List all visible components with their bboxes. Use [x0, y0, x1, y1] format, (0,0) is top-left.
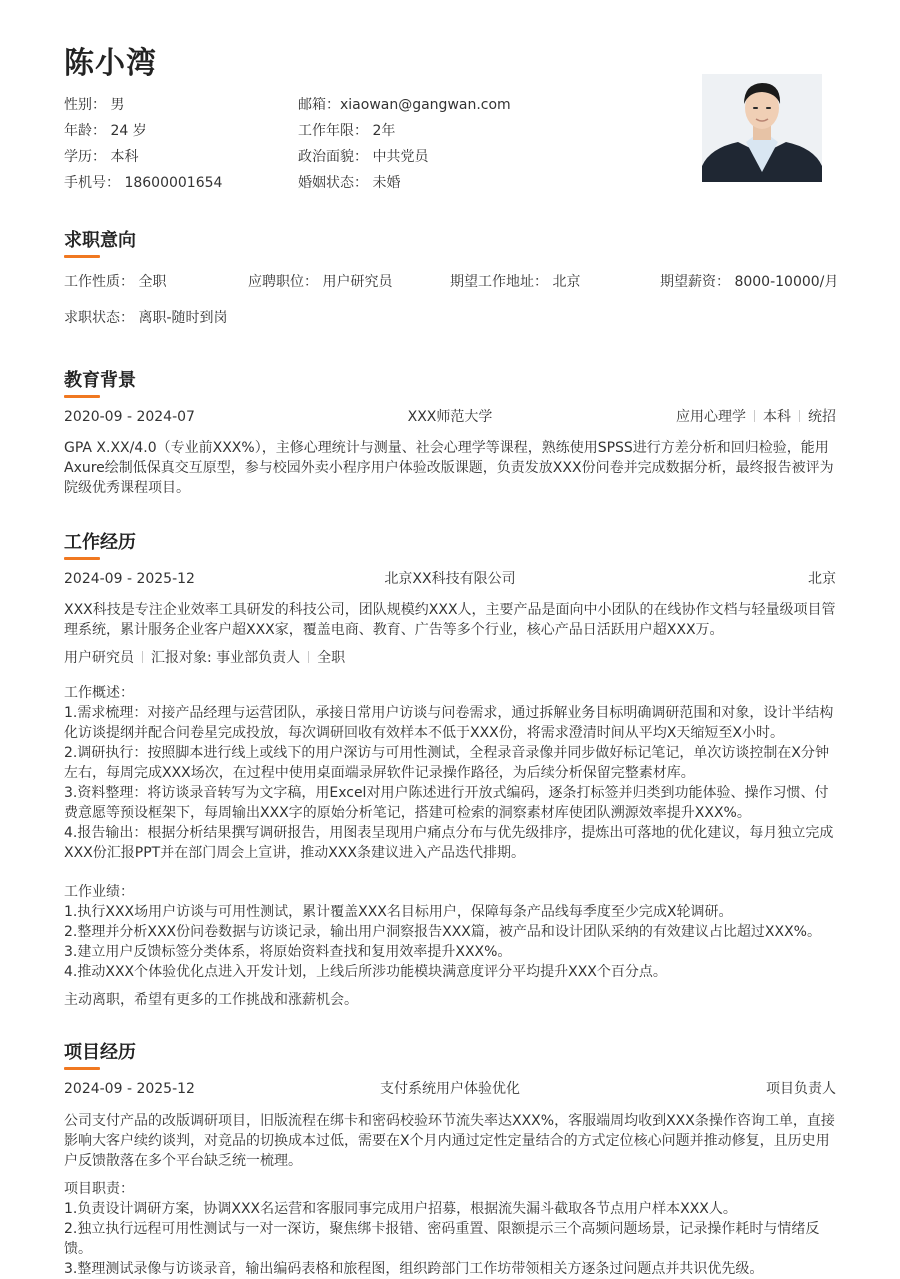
work-results-label: 工作业绩： — [64, 884, 134, 900]
work-overview-item: 4.报告输出：根据分析结果撰写调研报告，用图表呈现用户痛点分布与优先级排序，提炼出可落地的优化建议，每月独立完成XXX份汇报PPT并在部门周会上宣讲，推动XXX条建议进入产品迭代排期。 — [64, 825, 834, 861]
company-name: 北京XX科技有限公司 — [384, 571, 516, 587]
work-city: 北京 — [808, 571, 836, 587]
marital-status-field: 婚姻状态： 未婚 — [298, 175, 401, 191]
work-tags — [64, 650, 345, 666]
profile-photo — [702, 74, 822, 182]
job-type-field: 工作性质： 全职 — [64, 274, 167, 290]
work-overview-item: 1.需求梳理：对接产品经理与运营团队，承接日常用户访谈与问卷需求，通过拆解业务目标明确调研范围和对象，设计半结构化访谈提纲并配合问卷星完成投放，每次调研回收有效样本不低于XXX份，将需求澄清时间从平均X天缩短至X小时。 — [64, 705, 834, 741]
education-section-title: 教育背景 — [64, 370, 136, 391]
education-accent-bar — [64, 395, 100, 398]
project-accent-bar — [64, 1067, 100, 1070]
work-overview-item: 3.资料整理：将访谈录音转写为文字稿，用Excel对用户陈述进行开放式编码，逐条打标签并归类到功能体验、操作习惯、付费意愿等预设框架下，每周输出XXX字的原始分析笔记，搭建可检索的洞察素材库使团队溯源效率提升XXX%。 — [64, 785, 829, 821]
divider — [754, 410, 755, 422]
intent-accent-bar — [64, 255, 100, 258]
job-position-field: 应聘职位： 用户研究员 — [248, 274, 393, 290]
work-accent-bar — [64, 557, 100, 560]
gender-field: 性别： 男 — [64, 97, 125, 113]
intent-section-title: 求职意向 — [64, 230, 136, 251]
work-section-title: 工作经历 — [64, 532, 136, 553]
divider — [799, 410, 800, 422]
education-period: 2020-09 - 2024-07 — [64, 409, 195, 425]
project-duty-item: 2.独立执行远程可用性测试与一对一深访，聚焦绑卡报错、密码重置、限额提示三个高频问题场景，记录操作耗时与情绪反馈。 — [64, 1221, 820, 1257]
divider — [308, 651, 309, 663]
project-duty-item: 3.整理测试录像与访谈录音，输出编码表格和旅程图，组织跨部门工作坊带领相关方逐条过问题点并共识优先级。 — [64, 1261, 764, 1277]
major: 应用心理学 — [676, 409, 746, 425]
project-name: 支付系统用户体验优化 — [380, 1081, 520, 1097]
project-description: 公司支付产品的改版调研项目，旧版流程在绑卡和密码校验环节流失率达XXX%，客服端周均收到XXX条操作咨询工单，直接影响大客户续约谈判，对竞品的切换成本过低，需要在X个月内通过定性定量结合的方式定位核心问题并推动修复，且历史用户反馈散落在多个平台缺乏统一梳理。 — [64, 1113, 835, 1169]
work-years-field: 工作年限： 2年 — [298, 123, 396, 139]
work-overview-item: 2.调研执行：按照脚本进行线上或线下的用户深访与可用性测试，全程录音录像并同步做好标记笔记，单次访谈控制在X分钟左右，每周完成XXX场次，在过程中使用桌面端录屏软件记录操作路径，为后续分析保留完整素材库。 — [64, 745, 829, 781]
job-title-tag: 用户研究员 — [64, 650, 134, 666]
phone-field: 手机号： 18600001654 — [64, 175, 223, 191]
project-duty-item: 1.负责设计调研方案，协调XXX名运营和客服同事完成用户招募，根据流失漏斗截取各节点用户样本XXX人。 — [64, 1201, 737, 1217]
work-overview-label: 工作概述： — [64, 685, 134, 701]
education-level-field: 学历： 本科 — [64, 149, 139, 165]
job-status-field: 求职状态： 离职-随时到岗 — [64, 310, 228, 326]
company-intro: XXX科技是专注企业效率工具研发的科技公司，团队规模约XXX人，主要产品是面向中小团队的在线协作文档与轻量级项目管理系统，累计服务企业客户超XXX家，覆盖电商、教育、广告等多个行业，核心产品日活跃用户超XXX万。 — [64, 602, 836, 638]
political-status-field: 政治面貌： 中共党员 — [298, 149, 429, 165]
project-section-title: 项目经历 — [64, 1042, 136, 1063]
job-location-field: 期望工作地址： 北京 — [450, 274, 581, 290]
candidate-name: 陈小湾 — [64, 46, 157, 81]
project-duties-label: 项目职责： — [64, 1181, 134, 1197]
email-field: 邮箱：xiaowan@gangwan.com — [298, 97, 511, 113]
work-result-item: 2.整理并分析XXX份问卷数据与访谈记录，输出用户洞察报告XXX篇，被产品和设计团队采纳的有效建议占比超过XXX%。 — [64, 924, 821, 940]
enrollment-mode: 统招 — [808, 409, 836, 425]
work-period: 2024-09 - 2025-12 — [64, 571, 195, 587]
employment-type-tag: 全职 — [317, 650, 346, 666]
age-field: 年龄： 24 岁 — [64, 123, 147, 139]
school-name: XXX师范大学 — [407, 409, 493, 425]
divider — [142, 651, 143, 663]
project-role: 项目负责人 — [766, 1081, 836, 1097]
work-result-item: 3.建立用户反馈标签分类体系，将原始资料查找和复用效率提升XXX%。 — [64, 944, 512, 960]
education-description: GPA X.XX/4.0（专业前XXX%），主修心理统计与测量、社会心理学等课程，熟练使用SPSS进行方差分析和回归检验，能用Axure绘制低保真交互原型，参与校园外卖小程序用户体验改版课题，负责发放XXX份问卷并完成数据分析，最终报告被评为院级优秀课程项目。 — [64, 440, 834, 496]
work-result-item: 4.推动XXX个体验优化点进入开发计划，上线后所涉功能模块满意度评分平均提升XXX个百分点。 — [64, 964, 667, 980]
work-result-item: 1.执行XXX场用户访谈与可用性测试，累计覆盖XXX名目标用户，保障每条产品线每季度至少完成X轮调研。 — [64, 904, 733, 920]
degree: 本科 — [763, 409, 791, 425]
report-to-tag: 汇报对象: 事业部负责人 — [151, 650, 301, 666]
education-details — [676, 409, 836, 425]
salary-field: 期望薪资： 8000-10000/月 — [660, 274, 839, 290]
portrait-image — [702, 74, 822, 182]
project-period: 2024-09 - 2025-12 — [64, 1081, 195, 1097]
leave-reason: 主动离职，希望有更多的工作挑战和涨薪机会。 — [64, 992, 358, 1008]
